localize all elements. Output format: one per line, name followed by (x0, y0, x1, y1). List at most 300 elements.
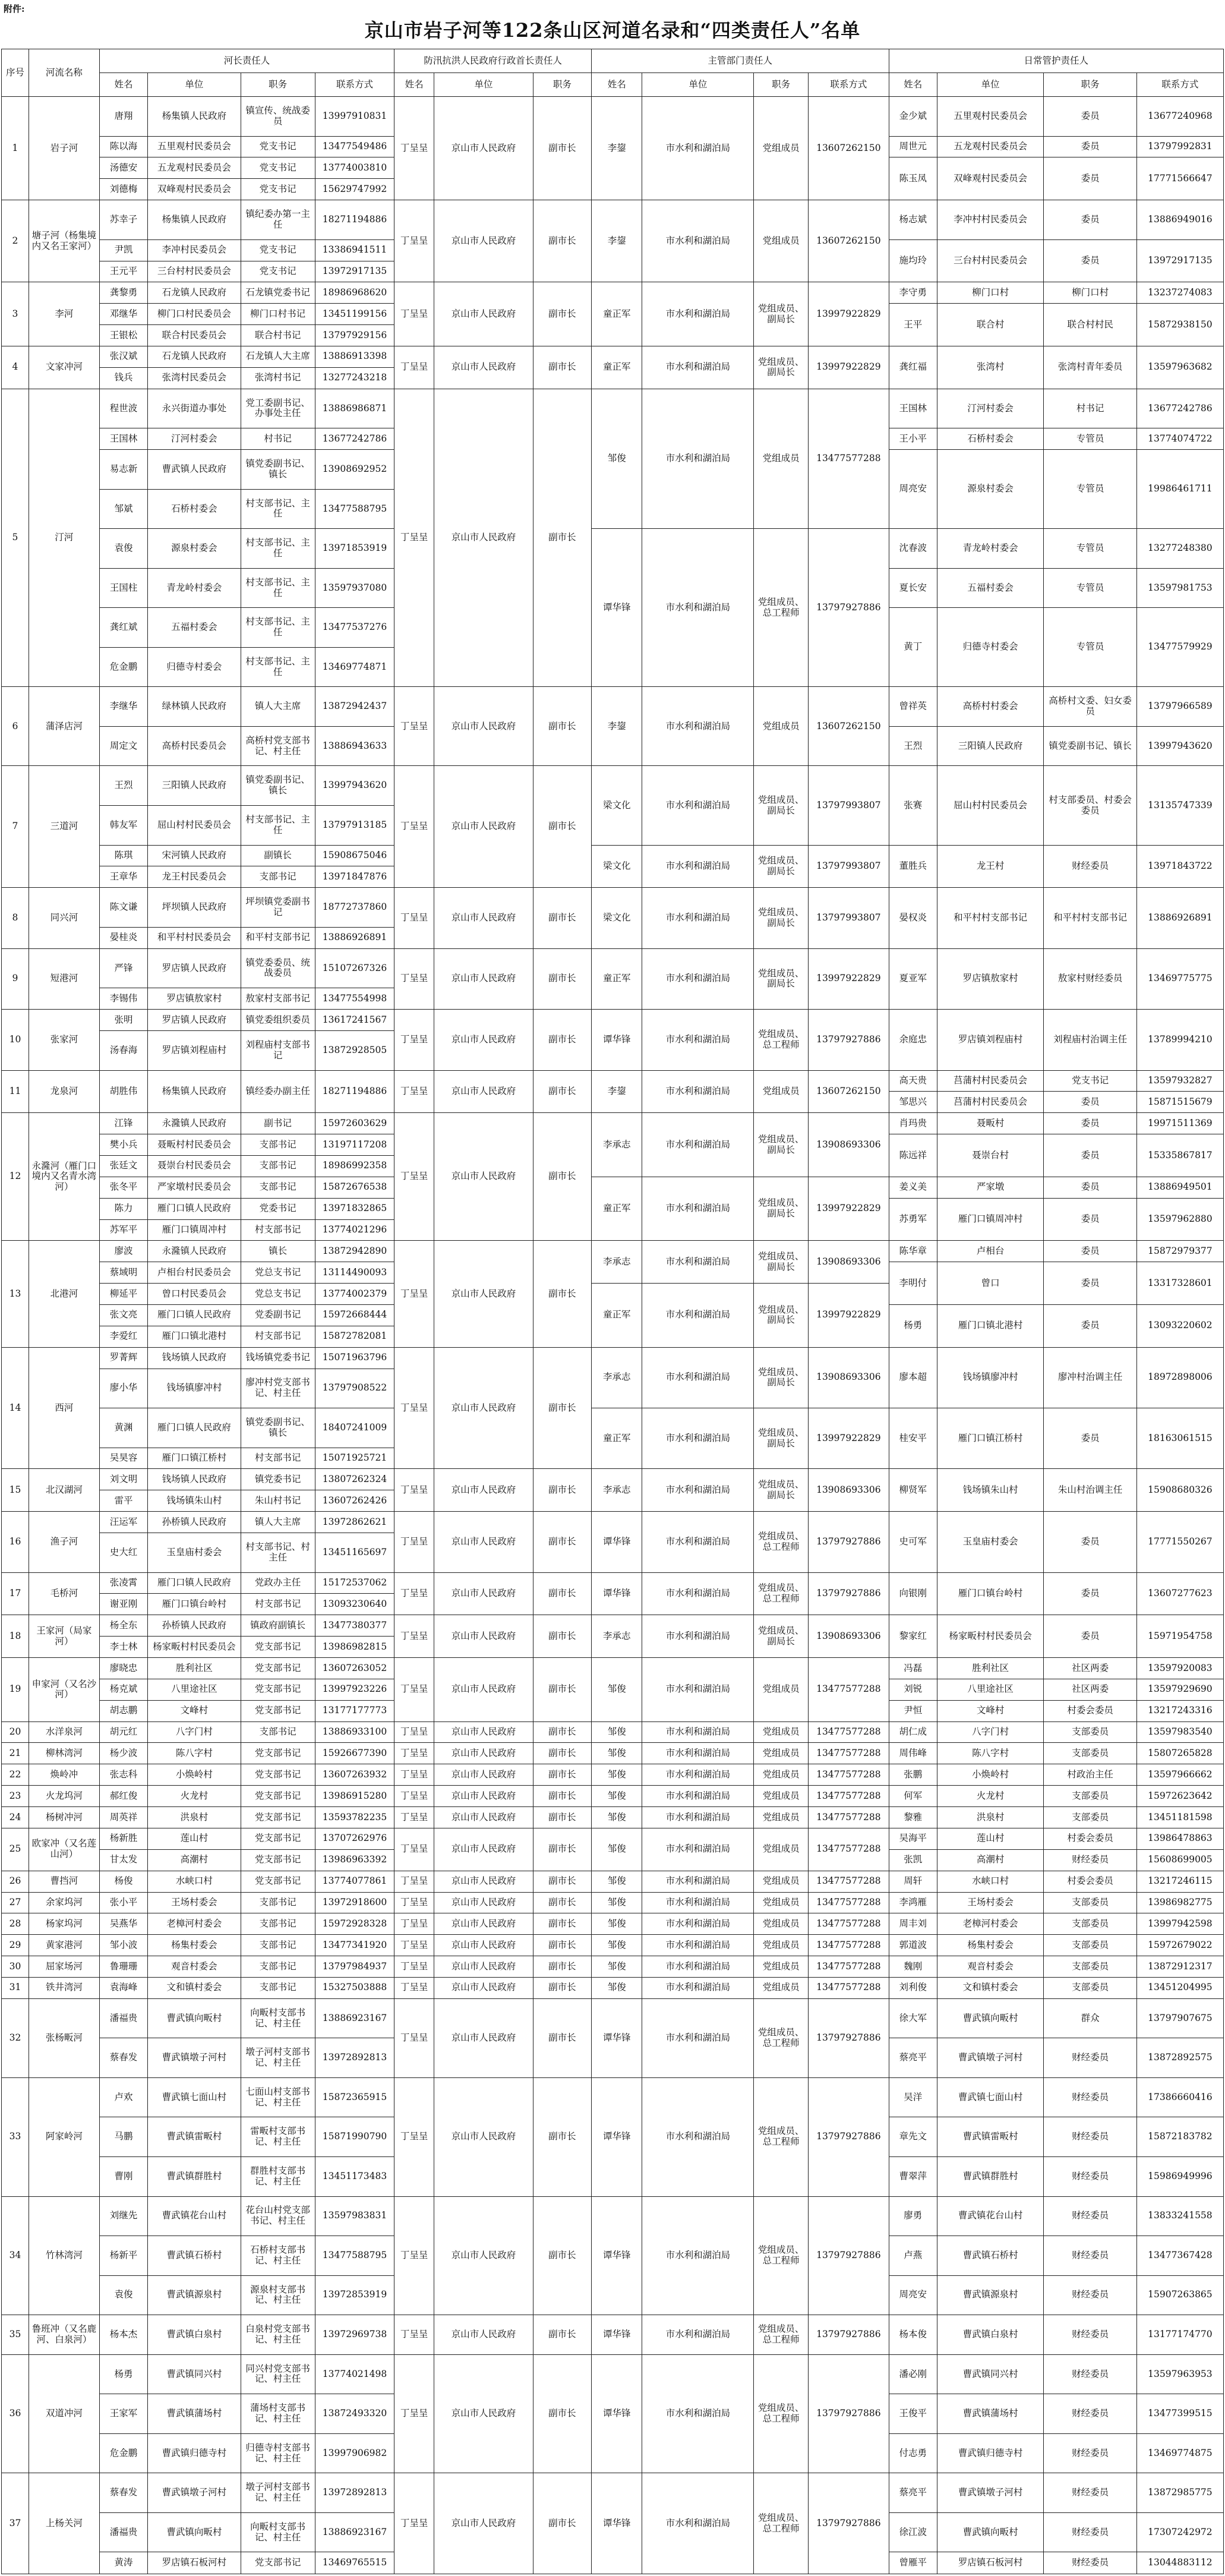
seq-cell: 22 (2, 1764, 29, 1786)
dept-name-cell: 李鋆 (591, 200, 642, 282)
daily-phone-cell: 15972679022 (1136, 1935, 1223, 1956)
flood-unit-cell: 京山市人民政府 (434, 1786, 533, 1807)
daily-unit-cell: 雁门口镇江桥村 (937, 1408, 1043, 1469)
daily-phone-cell: 13597981753 (1136, 568, 1223, 608)
chief-phone-cell: 13451173483 (315, 2156, 394, 2196)
chief-post-cell: 副书记 (241, 1113, 315, 1134)
daily-unit-cell: 雁门口镇周冲村 (937, 1198, 1043, 1241)
chief-post-cell: 镇人大主席 (241, 1512, 315, 1533)
chief-unit-cell: 罗店镇人民政府 (148, 1010, 241, 1031)
chief-name-cell: 张汉斌 (99, 346, 147, 367)
daily-unit-cell: 联合村 (937, 304, 1043, 346)
daily-name-cell: 王国林 (889, 389, 937, 428)
chief-post-cell: 村支部书记、主任 (241, 529, 315, 569)
dept-name-cell: 童正军 (591, 1408, 642, 1469)
daily-name-cell: 周世元 (889, 136, 937, 157)
header-unit: 单位 (434, 73, 533, 97)
chief-name-cell: 李锡伟 (99, 988, 147, 1010)
chief-post-cell: 村支部书记、主任 (241, 608, 315, 648)
table-row (2, 529, 1224, 569)
chief-unit-cell: 莲山村 (148, 1828, 241, 1849)
table-row (2, 845, 1224, 866)
table-row (2, 1956, 1224, 1978)
daily-phone-cell: 19971511369 (1136, 1113, 1223, 1134)
daily-phone-cell: 15908680326 (1136, 1469, 1223, 1512)
chief-post-cell: 石桥村支部书记、村主任 (241, 2236, 315, 2276)
daily-phone-cell: 13597963682 (1136, 346, 1223, 389)
daily-unit-cell: 严家墩 (937, 1177, 1043, 1198)
table-row (2, 687, 1224, 727)
daily-name-cell: 王俊平 (889, 2394, 937, 2434)
daily-name-cell: 周亮安 (889, 2275, 937, 2315)
chief-name-cell: 王烈 (99, 766, 147, 806)
chief-unit-cell: 曹武镇白泉村 (148, 2315, 241, 2355)
daily-post-cell: 委员 (1044, 1615, 1136, 1658)
dept-name-cell: 谭华锋 (591, 2077, 642, 2196)
daily-phone-cell: 15335867817 (1136, 1134, 1223, 1177)
chief-name-cell: 程世波 (99, 389, 147, 428)
daily-unit-cell: 张湾村 (937, 346, 1043, 389)
chief-name-cell: 蔡春发 (99, 2473, 147, 2513)
dept-unit-cell: 市水利和湖泊局 (642, 1721, 754, 1743)
daily-unit-cell: 观音村委会 (937, 1956, 1043, 1978)
seq-cell: 11 (2, 1070, 29, 1113)
table-body (2, 97, 1224, 2574)
dept-post-cell: 党组成员、副局长 (754, 1615, 809, 1658)
chief-name-cell: 张明 (99, 1010, 147, 1031)
daily-phone-cell: 13597962880 (1136, 1198, 1223, 1241)
daily-phone-cell: 13597983540 (1136, 1721, 1223, 1743)
chief-name-cell: 柳延平 (99, 1284, 147, 1305)
river-name-cell: 龙泉河 (29, 1070, 99, 1113)
chief-post-cell: 党支部书记 (241, 1807, 315, 1828)
header-unit: 单位 (148, 73, 241, 97)
chief-unit-cell: 火龙村 (148, 1786, 241, 1807)
flood-unit-cell: 京山市人民政府 (434, 2196, 533, 2315)
table-row (2, 1010, 1224, 1031)
flood-post-cell: 副市长 (533, 97, 591, 200)
chief-name-cell: 王国林 (99, 428, 147, 450)
daily-phone-cell: 13597929690 (1136, 1679, 1223, 1700)
daily-unit-cell: 胜利社区 (937, 1658, 1043, 1679)
chief-unit-cell: 孙桥镇人民政府 (148, 1512, 241, 1533)
flood-unit-cell: 京山市人民政府 (434, 1935, 533, 1956)
daily-phone-cell: 13277248380 (1136, 529, 1223, 569)
chief-name-cell: 胡元红 (99, 1721, 147, 1743)
daily-phone-cell: 13477579929 (1136, 608, 1223, 687)
chief-post-cell: 党支部书记 (241, 1871, 315, 1892)
dept-phone-cell: 13607262150 (809, 687, 889, 766)
dept-phone-cell: 13477577288 (809, 389, 889, 529)
chief-post-cell: 村书记 (241, 428, 315, 450)
chief-name-cell: 陈文谦 (99, 888, 147, 928)
chief-unit-cell: 雁门口镇人民政府 (148, 1572, 241, 1594)
flood-unit-cell: 京山市人民政府 (434, 2354, 533, 2473)
daily-post-cell: 镇党委副书记、镇长 (1044, 726, 1136, 766)
chief-post-cell: 群胜村支部书记、村主任 (241, 2156, 315, 2196)
flood-name-cell: 丁呈呈 (394, 687, 434, 766)
dept-unit-cell: 市水利和湖泊局 (642, 1828, 754, 1871)
daily-post-cell: 委员 (1044, 1198, 1136, 1241)
chief-post-cell: 支部书记 (241, 1721, 315, 1743)
chief-phone-cell: 13197117208 (315, 1134, 394, 1156)
daily-name-cell: 苏勇军 (889, 1198, 937, 1241)
river-name-cell: 北汉湖河 (29, 1469, 99, 1512)
daily-post-cell: 委员 (1044, 157, 1136, 200)
dept-unit-cell: 市水利和湖泊局 (642, 1871, 754, 1892)
chief-phone-cell: 18271194886 (315, 1070, 394, 1113)
daily-unit-cell: 曹武镇源泉村 (937, 2275, 1043, 2315)
daily-unit-cell: 洪泉村 (937, 1807, 1043, 1828)
river-name-cell: 申家河（又名沙河） (29, 1658, 99, 1722)
chief-name-cell: 张冬平 (99, 1177, 147, 1198)
dept-post-cell: 党组成员、副局长 (754, 766, 809, 845)
dept-unit-cell: 市水利和湖泊局 (642, 1956, 754, 1978)
chief-post-cell: 镇党委组织委员 (241, 1010, 315, 1031)
chief-name-cell: 潘福贵 (99, 1998, 147, 2038)
chief-phone-cell: 15629747992 (315, 179, 394, 200)
river-name-cell: 西河 (29, 1347, 99, 1469)
chief-post-cell: 党委书记 (241, 1198, 315, 1219)
chief-name-cell: 严锋 (99, 948, 147, 988)
dept-post-cell: 党组成员、副局长 (754, 1469, 809, 1512)
daily-phone-cell: 13886926891 (1136, 888, 1223, 948)
chief-post-cell: 村支部书记 (241, 1448, 315, 1469)
daily-unit-cell: 王场村委会 (937, 1892, 1043, 1913)
flood-post-cell: 副市长 (533, 2196, 591, 2315)
flood-name-cell: 丁呈呈 (394, 282, 434, 346)
dept-name-cell: 谭华锋 (591, 2473, 642, 2574)
dept-post-cell: 党组成员 (754, 1743, 809, 1764)
dept-unit-cell: 市水利和湖泊局 (642, 1177, 754, 1241)
chief-phone-cell: 13986915280 (315, 1786, 394, 1807)
chief-name-cell: 龚黎勇 (99, 282, 147, 304)
chief-unit-cell: 钱场镇人民政府 (148, 1347, 241, 1369)
daily-unit-cell: 水峡口村 (937, 1871, 1043, 1892)
header-seq: 序号 (2, 49, 29, 97)
chief-phone-cell: 15926677390 (315, 1743, 394, 1764)
dept-post-cell: 党组成员 (754, 1658, 809, 1722)
daily-unit-cell: 石桥村委会 (937, 428, 1043, 450)
chief-name-cell: 胡志鹏 (99, 1700, 147, 1721)
daily-post-cell: 村支部委员、村委会委员 (1044, 766, 1136, 845)
dept-phone-cell: 13477577288 (809, 1977, 889, 1998)
flood-post-cell: 副市长 (533, 2077, 591, 2196)
responsibility-table (1, 49, 1224, 2574)
dept-name-cell: 邹俊 (591, 389, 642, 529)
dept-unit-cell: 市水利和湖泊局 (642, 687, 754, 766)
flood-post-cell: 副市长 (533, 346, 591, 389)
chief-post-cell: 村支部书记 (241, 1219, 315, 1241)
chief-name-cell: 史大红 (99, 1533, 147, 1573)
chief-unit-cell: 联合村民委员会 (148, 325, 241, 346)
chief-post-cell: 村支部书记 (241, 1326, 315, 1347)
river-name-cell: 上杨关河 (29, 2473, 99, 2574)
seq-cell: 14 (2, 1347, 29, 1469)
dept-phone-cell: 13607262150 (809, 97, 889, 200)
chief-name-cell: 邓继华 (99, 304, 147, 325)
daily-unit-cell: 聂崇台村 (937, 1134, 1043, 1177)
chief-phone-cell: 15972668444 (315, 1304, 394, 1326)
dept-post-cell: 党组成员、总工程师 (754, 1998, 809, 2077)
daily-phone-cell: 17771566647 (1136, 157, 1223, 200)
daily-name-cell: 向银刚 (889, 1572, 937, 1615)
chief-name-cell: 鲁珊珊 (99, 1956, 147, 1978)
chief-unit-cell: 罗店镇刘程庙村 (148, 1030, 241, 1070)
dept-unit-cell: 市水利和湖泊局 (642, 529, 754, 687)
table-row (2, 766, 1224, 806)
daily-name-cell: 吴洋 (889, 2077, 937, 2117)
header-post: 职务 (754, 73, 809, 97)
daily-post-cell: 委员 (1044, 239, 1136, 282)
flood-post-cell: 副市长 (533, 389, 591, 687)
dept-unit-cell: 市水利和湖泊局 (642, 1113, 754, 1177)
chief-name-cell: 邹小波 (99, 1935, 147, 1956)
dept-name-cell: 梁文化 (591, 766, 642, 845)
chief-unit-cell: 高潮村 (148, 1849, 241, 1871)
dept-name-cell: 梁文化 (591, 888, 642, 948)
daily-phone-cell: 13886949501 (1136, 1177, 1223, 1198)
daily-post-cell: 委员 (1044, 1241, 1136, 1262)
daily-post-cell: 委员 (1044, 200, 1136, 240)
river-name-cell: 岩子河 (29, 97, 99, 200)
chief-post-cell: 村支部书记、主任 (241, 806, 315, 846)
dept-phone-cell: 13477577288 (809, 1786, 889, 1807)
daily-phone-cell: 15872938150 (1136, 304, 1223, 346)
table-row (2, 389, 1224, 428)
daily-phone-cell: 13093220602 (1136, 1304, 1223, 1347)
flood-post-cell: 副市长 (533, 1998, 591, 2077)
chief-unit-cell: 曹武镇墩子河村 (148, 2473, 241, 2513)
chief-name-cell: 王国柱 (99, 568, 147, 608)
daily-post-cell: 财经委员 (1044, 1849, 1136, 1871)
dept-unit-cell: 市水利和湖泊局 (642, 1615, 754, 1658)
daily-post-cell: 支部委员 (1044, 1721, 1136, 1743)
chief-name-cell: 韩友军 (99, 806, 147, 846)
daily-unit-cell: 卢相台 (937, 1241, 1043, 1262)
table-row (2, 200, 1224, 240)
chief-name-cell: 卢欢 (99, 2077, 147, 2117)
dept-phone-cell: 13797993807 (809, 766, 889, 845)
daily-unit-cell: 五里观村民委员会 (937, 97, 1043, 137)
flood-unit-cell: 京山市人民政府 (434, 282, 533, 346)
header-post: 职务 (1044, 73, 1136, 97)
chief-phone-cell: 13872928505 (315, 1030, 394, 1070)
table-row (2, 1658, 1224, 1679)
flood-name-cell: 丁呈呈 (394, 1241, 434, 1347)
chief-name-cell: 吴昊容 (99, 1448, 147, 1469)
daily-post-cell: 党支书记 (1044, 1070, 1136, 1092)
chief-post-cell: 支部书记 (241, 1977, 315, 1998)
chief-name-cell: 龚红斌 (99, 608, 147, 648)
daily-name-cell: 吴海平 (889, 1828, 937, 1849)
chief-unit-cell: 胜利社区 (148, 1658, 241, 1679)
dept-post-cell: 党组成员 (754, 687, 809, 766)
chief-phone-cell: 13807262324 (315, 1469, 394, 1490)
seq-cell: 8 (2, 888, 29, 948)
dept-phone-cell: 13997922829 (809, 1284, 889, 1348)
seq-cell: 16 (2, 1512, 29, 1572)
daily-phone-cell: 13833241558 (1136, 2196, 1223, 2236)
chief-unit-cell: 五里观村民委员会 (148, 136, 241, 157)
chief-name-cell: 李士林 (99, 1637, 147, 1658)
chief-name-cell: 苏军平 (99, 1219, 147, 1241)
daily-phone-cell: 17771550267 (1136, 1512, 1223, 1572)
chief-phone-cell: 13593782235 (315, 1807, 394, 1828)
daily-unit-cell: 曹武镇白泉村 (937, 2315, 1043, 2355)
river-name-cell: 文家冲河 (29, 346, 99, 389)
chief-phone-cell: 18986992358 (315, 1155, 394, 1177)
table-row (2, 1572, 1224, 1594)
chief-unit-cell: 杨集镇人民政府 (148, 200, 241, 240)
table-row (2, 2196, 1224, 2236)
daily-phone-cell: 13477367428 (1136, 2236, 1223, 2276)
chief-name-cell: 杨新胜 (99, 1828, 147, 1849)
chief-phone-cell: 15172537062 (315, 1572, 394, 1594)
chief-name-cell: 胡胜伟 (99, 1070, 147, 1113)
daily-post-cell: 财经委员 (1044, 2315, 1136, 2355)
flood-unit-cell: 京山市人民政府 (434, 1892, 533, 1913)
daily-post-cell: 专管员 (1044, 568, 1136, 608)
daily-name-cell: 卢燕 (889, 2236, 937, 2276)
daily-post-cell: 财经委员 (1044, 2196, 1136, 2236)
daily-name-cell: 杨本俊 (889, 2315, 937, 2355)
header-post: 职务 (241, 73, 315, 97)
dept-name-cell: 谭华锋 (591, 2196, 642, 2315)
chief-unit-cell: 小焕岭村 (148, 1764, 241, 1786)
dept-phone-cell: 13797927886 (809, 2473, 889, 2574)
daily-name-cell: 刘利俊 (889, 1977, 937, 1998)
chief-post-cell: 党支部书记 (241, 1786, 315, 1807)
daily-phone-cell: 13872985775 (1136, 2473, 1223, 2513)
chief-post-cell: 向畈村支部书记、村主任 (241, 1998, 315, 2038)
daily-post-cell: 高桥村文委、妇女委员 (1044, 687, 1136, 727)
daily-name-cell: 胡仁成 (889, 1721, 937, 1743)
chief-phone-cell: 13597937080 (315, 568, 394, 608)
table-row (2, 1786, 1224, 1807)
daily-name-cell: 廖本超 (889, 1347, 937, 1408)
chief-unit-cell: 石桥村委会 (148, 489, 241, 529)
chief-unit-cell: 归德寺村委会 (148, 647, 241, 687)
chief-name-cell: 王章华 (99, 866, 147, 888)
chief-name-cell: 黄渊 (99, 1408, 147, 1448)
daily-name-cell: 张凯 (889, 1849, 937, 1871)
dept-unit-cell: 市水利和湖泊局 (642, 888, 754, 948)
chief-name-cell: 周英祥 (99, 1807, 147, 1828)
daily-unit-cell: 源泉村委会 (937, 450, 1043, 529)
dept-post-cell: 党组成员、副局长 (754, 1284, 809, 1348)
chief-post-cell: 廖冲村党支部书记、村主任 (241, 1369, 315, 1408)
daily-name-cell: 桂安平 (889, 1408, 937, 1469)
daily-name-cell: 陈远祥 (889, 1134, 937, 1177)
daily-post-cell: 支部委员 (1044, 1977, 1136, 1998)
flood-post-cell: 副市长 (533, 1807, 591, 1828)
header-post: 职务 (533, 73, 591, 97)
chief-post-cell: 镇党委副书记、镇长 (241, 1408, 315, 1448)
chief-phone-cell: 13617241567 (315, 1010, 394, 1031)
dept-post-cell: 党组成员 (754, 1070, 809, 1113)
daily-post-cell: 社区两委 (1044, 1658, 1136, 1679)
chief-phone-cell: 18772737860 (315, 888, 394, 928)
flood-name-cell: 丁呈呈 (394, 1572, 434, 1615)
header-name: 姓名 (394, 73, 434, 97)
chief-phone-cell: 15972603629 (315, 1113, 394, 1134)
daily-unit-cell: 罗店镇石板河村 (937, 2552, 1043, 2574)
dept-unit-cell: 市水利和湖泊局 (642, 1572, 754, 1615)
daily-unit-cell: 三台村村民委员会 (937, 239, 1043, 282)
daily-unit-cell: 曹武镇归德寺村 (937, 2433, 1043, 2473)
chief-post-cell: 支部书记 (241, 1892, 315, 1913)
daily-unit-cell: 曹武镇向畈村 (937, 2512, 1043, 2552)
chief-unit-cell: 高桥村民委员会 (148, 726, 241, 766)
chief-phone-cell: 13886923167 (315, 1998, 394, 2038)
chief-phone-cell: 13469765515 (315, 2552, 394, 2574)
daily-phone-cell: 13597966662 (1136, 1764, 1223, 1786)
daily-post-cell: 联合村村民 (1044, 304, 1136, 346)
chief-phone-cell: 13997906982 (315, 2433, 394, 2473)
table-row (2, 1615, 1224, 1637)
flood-unit-cell: 京山市人民政府 (434, 1615, 533, 1658)
flood-post-cell: 副市长 (533, 2473, 591, 2574)
chief-unit-cell: 永漋镇人民政府 (148, 1241, 241, 1262)
chief-name-cell: 刘继先 (99, 2196, 147, 2236)
header-group-flood: 防汛抗洪人民政府行政首长责任人 (394, 49, 592, 73)
daily-post-cell: 村书记 (1044, 389, 1136, 428)
chief-phone-cell: 13972862621 (315, 1512, 394, 1533)
seq-cell: 34 (2, 2196, 29, 2315)
daily-name-cell: 龚红福 (889, 346, 937, 389)
chief-phone-cell: 13971847876 (315, 866, 394, 888)
daily-name-cell: 王平 (889, 304, 937, 346)
daily-name-cell: 柳贤军 (889, 1469, 937, 1512)
daily-post-cell: 村委会委员 (1044, 1871, 1136, 1892)
daily-unit-cell: 雁门口镇北港村 (937, 1304, 1043, 1347)
dept-post-cell: 党组成员、总工程师 (754, 1512, 809, 1572)
chief-phone-cell: 13607263052 (315, 1658, 394, 1679)
daily-phone-cell: 13451181598 (1136, 1807, 1223, 1828)
chief-name-cell: 杨全东 (99, 1615, 147, 1637)
table-row (2, 1828, 1224, 1849)
flood-name-cell: 丁呈呈 (394, 888, 434, 948)
daily-phone-cell: 13597920083 (1136, 1658, 1223, 1679)
dept-name-cell: 邹俊 (591, 1743, 642, 1764)
daily-unit-cell: 曹武镇蒲场村 (937, 2394, 1043, 2434)
daily-name-cell: 潘必刚 (889, 2354, 937, 2394)
chief-unit-cell: 龙王村民委员会 (148, 866, 241, 888)
daily-name-cell: 王小平 (889, 428, 937, 450)
daily-name-cell: 邹思兴 (889, 1092, 937, 1113)
header-river: 河流名称 (29, 49, 99, 97)
dept-unit-cell: 市水利和湖泊局 (642, 200, 754, 282)
chief-name-cell: 汤春海 (99, 1030, 147, 1070)
river-name-cell: 余家坞河 (29, 1892, 99, 1913)
dept-unit-cell: 市水利和湖泊局 (642, 1764, 754, 1786)
seq-cell: 31 (2, 1977, 29, 1998)
dept-post-cell: 党组成员、副局长 (754, 1408, 809, 1469)
seq-cell: 15 (2, 1469, 29, 1512)
flood-unit-cell: 京山市人民政府 (434, 1512, 533, 1572)
daily-post-cell: 委员 (1044, 1408, 1136, 1469)
header-name: 姓名 (591, 73, 642, 97)
chief-name-cell: 江锋 (99, 1113, 147, 1134)
chief-post-cell: 和平村支部书记 (241, 927, 315, 948)
daily-post-cell: 委员 (1044, 1134, 1136, 1177)
chief-post-cell: 镇党委委员、统战委员 (241, 948, 315, 988)
daily-unit-cell: 高桥村村委会 (937, 687, 1043, 727)
chief-name-cell: 袁俊 (99, 529, 147, 569)
chief-unit-cell: 屈山村村民委员会 (148, 806, 241, 846)
dept-name-cell: 邹俊 (591, 1871, 642, 1892)
